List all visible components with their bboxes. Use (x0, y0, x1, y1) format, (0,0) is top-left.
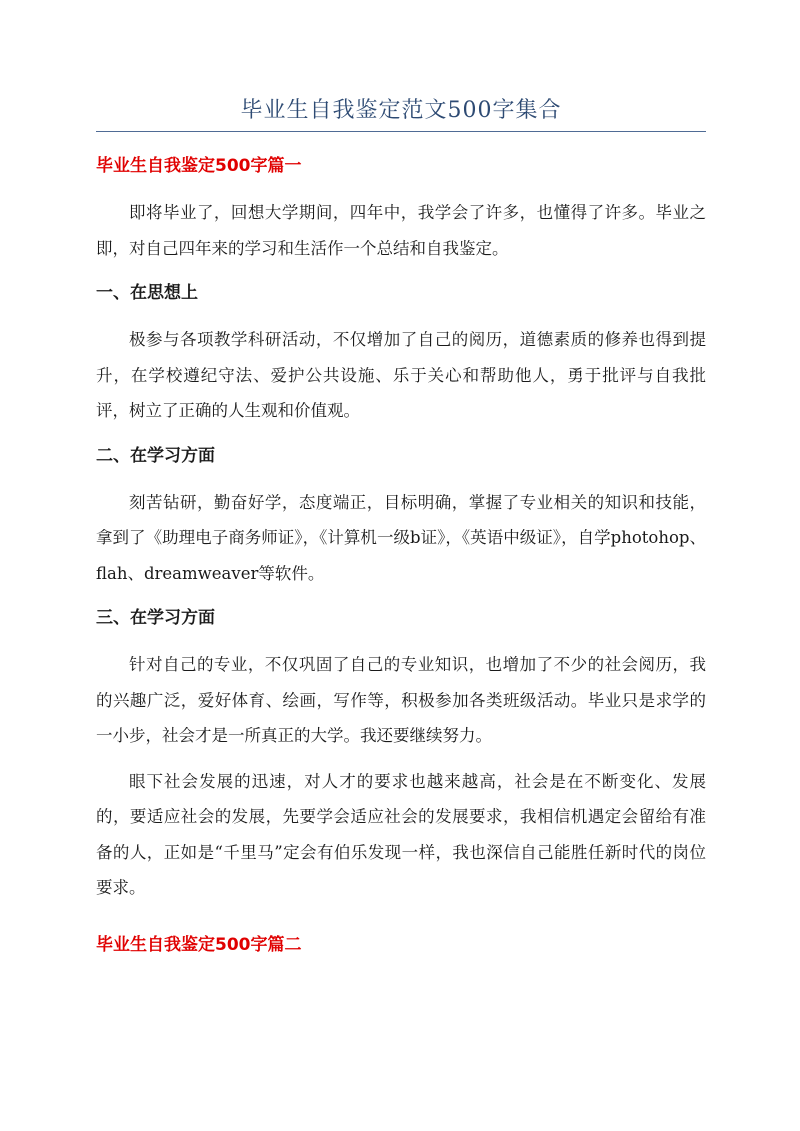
document-body (96, 153, 706, 974)
subheading-study-2: 三、在学习方面 (96, 608, 215, 628)
closing-paragraph: 眼下社会发展的迅速，对人才的要求也越来越高，社会是在不断变化、发展的，要适应社会的发展，先要学会适应社会的发展要求，我相信机遇定会留给有准备的人，正如是“千里马”定会有伯乐发现一样，我也深信自己能胜任新时代的岗位要求。 (96, 771, 706, 897)
paragraph-study: 刻苦钻研，勤奋好学，态度端正，目标明确，掌握了专业相关的知识和技能，拿到了《助理电子商务师证》，《计算机一级b证》，《英语中级证》，自学photohop、flah、dreamweaver等软件。 (96, 492, 706, 583)
subheading-thought: 一、在思想上 (96, 283, 198, 303)
section-heading-1: 毕业生自我鉴定500字篇一 (96, 156, 302, 176)
paragraph-study-2: 针对自己的专业，不仅巩固了自己的专业知识，也增加了不少的社会阅历，我的兴趣广泛，爱好体育、绘画，写作等，积极参加各类班级活动。毕业只是求学的一小步，社会才是一所真正的大学。我还要继续努力。 (96, 655, 706, 745)
subheading-study: 二、在学习方面 (96, 445, 215, 466)
intro-paragraph: 即将毕业了，回想大学期间，四年中，我学会了许多，也懂得了许多。毕业之即，对自己四年来的学习和生活作一个总结和自我鉴定。 (96, 203, 706, 258)
document-title: 毕业生自我鉴定范文500字集合 (240, 98, 562, 123)
title-divider (96, 131, 706, 132)
section-heading-2: 毕业生自我鉴定500字篇二 (96, 934, 302, 955)
paragraph-thought: 极参与各项教学科研活动，不仅增加了自己的阅历，道德素质的修养也得到提升，在学校遵纪守法、爱护公共设施、乐于关心和帮助他人，勇于批评与自我批评，树立了正确的人生观和价值观。 (96, 330, 706, 420)
